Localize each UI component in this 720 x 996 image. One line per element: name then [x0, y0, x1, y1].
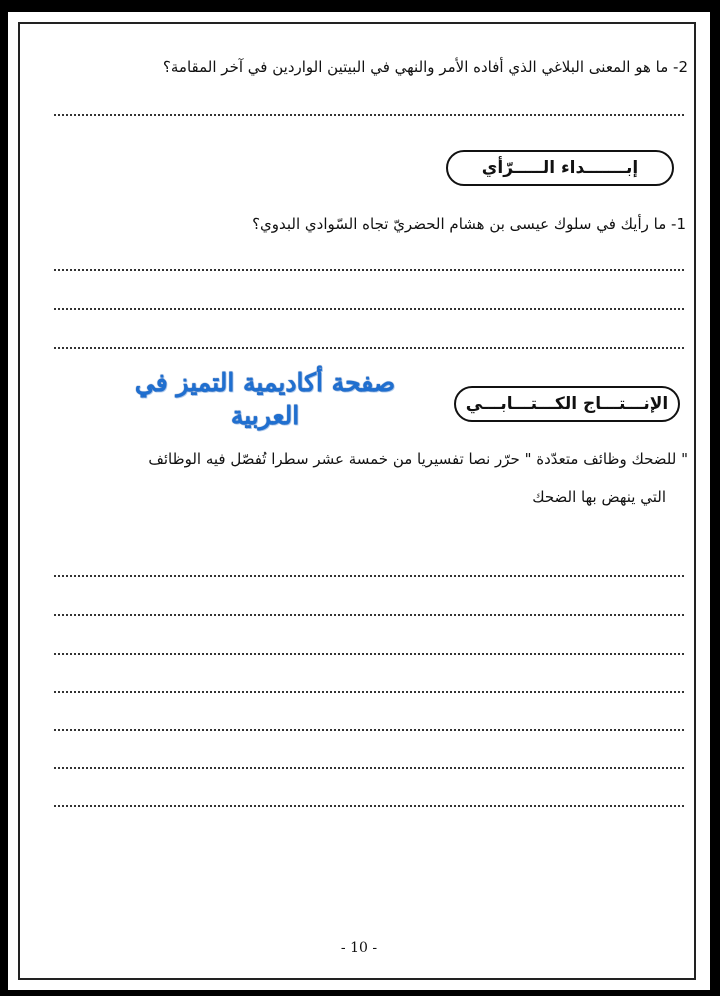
writing-prompt-line-1: " للضحك وظائف متعدّدة " حرّر نصا تفسيريا من خمسة عشر سطرا تُفصّل فيه الوظائف — [148, 450, 688, 468]
answer-line — [54, 114, 684, 116]
watermark-line-1: صفحة أكاديمية التميز في — [134, 368, 396, 397]
answer-line — [54, 614, 684, 616]
writing-section-heading: الإنـــتـــاج الكـــتـــابـــي — [454, 386, 680, 422]
answer-line — [54, 691, 684, 693]
writing-prompt-line-2: التي ينهض بها الضحك — [532, 488, 666, 506]
answer-line — [54, 729, 684, 731]
academy-watermark — [120, 366, 410, 432]
opinion-section-heading: إبـــــــداء الـــــرّأي — [446, 150, 674, 186]
answer-line — [54, 653, 684, 655]
question-2-text: 2- ما هو المعنى البلاغي الذي أفاده الأمر والنهي في البيتين الواردين في آخر المقامة؟ — [162, 58, 688, 76]
page-number: - 10 - — [340, 940, 378, 956]
answer-line — [54, 308, 684, 310]
answer-line — [54, 347, 684, 349]
worksheet-page — [8, 12, 710, 990]
watermark-line-2: العربية — [230, 401, 300, 430]
answer-line — [54, 575, 684, 577]
answer-line — [54, 767, 684, 769]
opinion-question-1-text: 1- ما رأيك في سلوك عيسى بن هشام الحضريّ تجاه السّوادي البدوي؟ — [252, 215, 686, 233]
answer-line — [54, 269, 684, 271]
answer-line — [54, 805, 684, 807]
